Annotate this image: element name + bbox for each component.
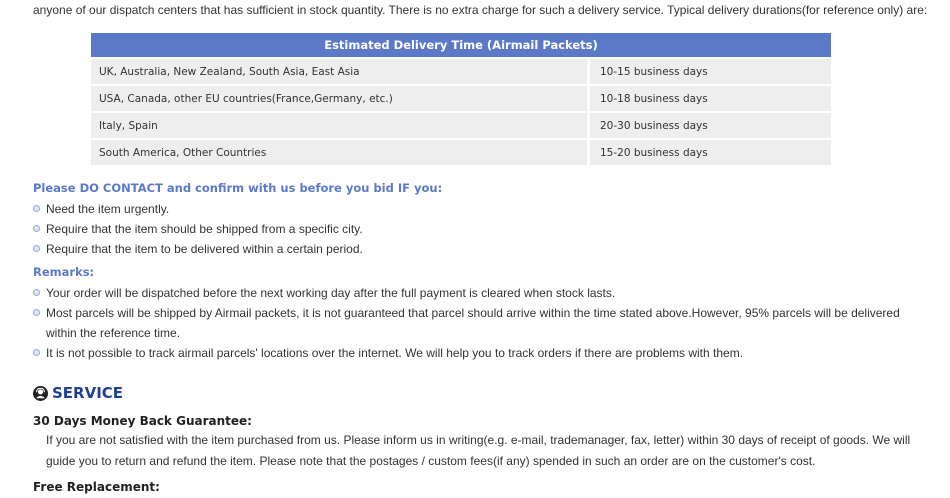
region-cell: UK, Australia, New Zealand, South Asia, East Asia bbox=[91, 59, 590, 84]
list-item-text: Need the item urgently. bbox=[46, 202, 170, 216]
bullet-icon bbox=[33, 225, 40, 232]
bullet-icon bbox=[33, 205, 40, 212]
bullet-icon bbox=[33, 349, 40, 356]
list-item bbox=[33, 239, 928, 259]
list-item-text: Your order will be dispatched before the next working day after the full payment is cleared when stock lasts. bbox=[46, 286, 616, 300]
days-cell: 15-20 business days bbox=[590, 140, 831, 165]
list-item-text: Most parcels will be shipped by Airmail packets, it is not guaranteed that parcel should arrive within the time stated above.However, 95% parcels will be delivered within the reference time. bbox=[46, 306, 900, 340]
days-cell: 10-15 business days bbox=[590, 59, 831, 84]
bullet-icon bbox=[33, 309, 40, 316]
guarantee-heading: 30 Days Money Back Guarantee: bbox=[33, 414, 252, 428]
delivery-table-title: Estimated Delivery Time (Airmail Packets) bbox=[91, 33, 831, 57]
list-item bbox=[33, 199, 928, 219]
contact-list bbox=[33, 199, 928, 259]
list-item-text: Require that the item to be delivered within a certain period. bbox=[46, 242, 363, 256]
table-row bbox=[91, 140, 831, 165]
service-title: SERVICE bbox=[52, 384, 124, 402]
region-cell: South America, Other Countries bbox=[91, 140, 590, 165]
list-item-text: Require that the item should be shipped from a specific city. bbox=[46, 222, 363, 236]
service-heading bbox=[33, 384, 123, 402]
delivery-time-table bbox=[91, 31, 831, 167]
region-cell: USA, Canada, other EU countries(France,Germany, etc.) bbox=[91, 86, 590, 111]
table-row bbox=[91, 86, 831, 111]
guarantee-text: If you are not satisfied with the item purchased from us. Please inform us in writing(e.g. e-mail, trademanager, fax, letter) within 30 days of receipt of goods. We will guide you to return and refund the item. Please note that the postages / custom fees(if any) spended in such an order are on the customer's cost. bbox=[46, 433, 911, 468]
list-item bbox=[33, 343, 928, 363]
intro-text: anyone of our dispatch centers that has sufficient in stock quantity. There is no extra charge for such a delivery service. Typical delivery durations(for reference only) are: bbox=[33, 3, 928, 17]
region-cell: Italy, Spain bbox=[91, 113, 590, 138]
remarks-list bbox=[33, 283, 928, 363]
list-item bbox=[33, 283, 928, 303]
bullet-icon bbox=[33, 289, 40, 296]
contact-heading: Please DO CONTACT and confirm with us before you bid IF you: bbox=[33, 181, 443, 195]
days-cell: 10-18 business days bbox=[590, 86, 831, 111]
remarks-heading: Remarks: bbox=[33, 265, 95, 279]
table-row bbox=[91, 59, 831, 84]
bullet-icon bbox=[33, 245, 40, 252]
list-item bbox=[33, 303, 928, 343]
service-icon bbox=[33, 386, 48, 401]
days-cell: 20-30 business days bbox=[590, 113, 831, 138]
replacement-heading: Free Replacement: bbox=[33, 480, 160, 494]
table-row bbox=[91, 113, 831, 138]
list-item-text: It is not possible to track airmail parcels' locations over the internet. We will help you to track orders if there are problems with them. bbox=[46, 346, 744, 360]
list-item bbox=[33, 219, 928, 239]
